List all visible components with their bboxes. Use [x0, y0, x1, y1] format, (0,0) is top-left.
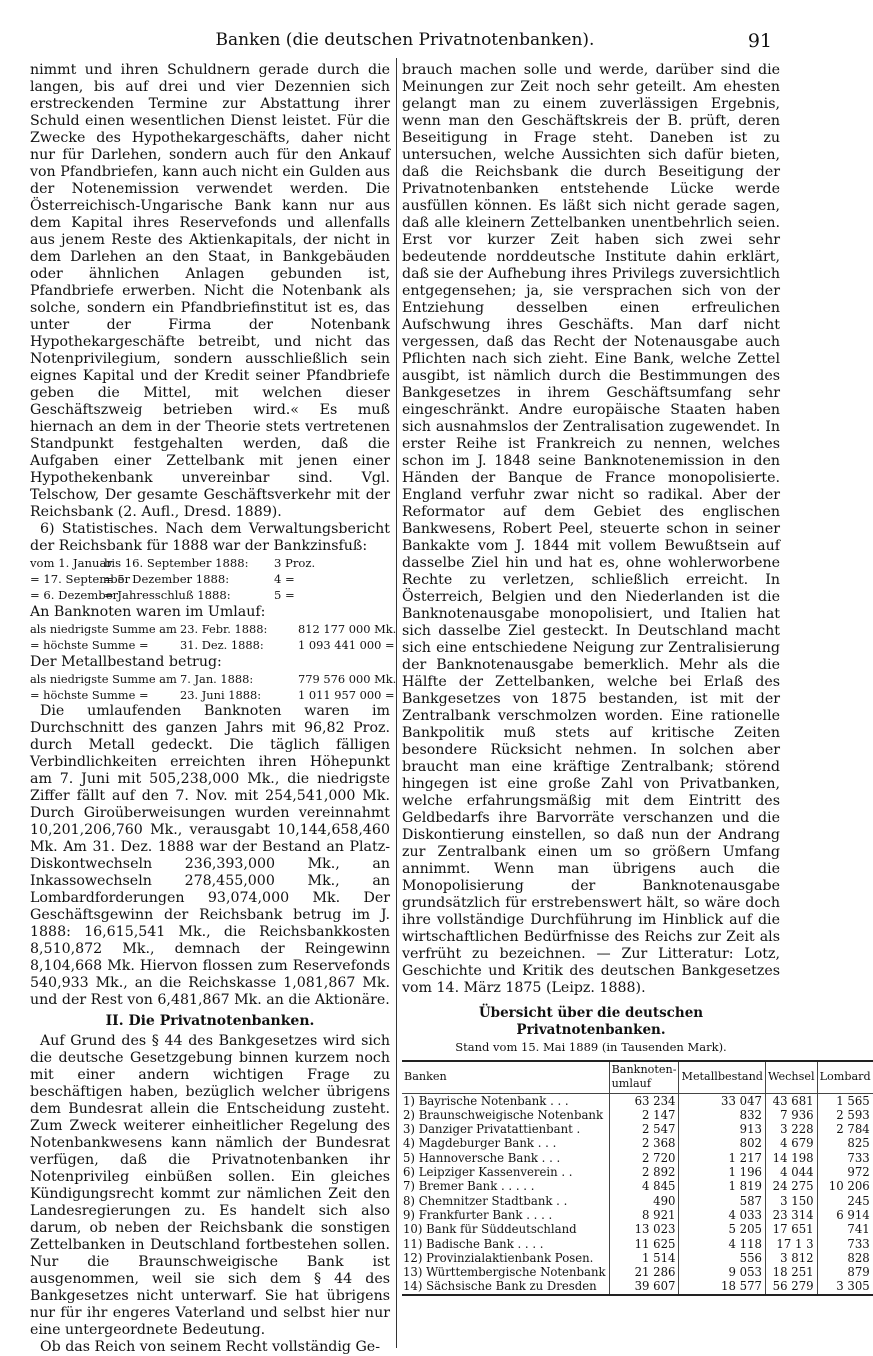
table-row: [402, 1251, 873, 1265]
table-row: [402, 1194, 873, 1208]
table-row: [402, 1222, 873, 1236]
amount-value: 779 576 000 Mk.: [298, 672, 397, 686]
col-header-bills: Wechsel: [765, 1061, 817, 1093]
metal-cell: 4 033: [679, 1208, 765, 1222]
lombard-cell: 3 305: [817, 1279, 873, 1294]
right-column: [402, 62, 871, 1348]
metal-cell: 1 217: [679, 1151, 765, 1165]
table-row: [402, 1265, 873, 1279]
col-header-banks: Banken: [402, 1061, 609, 1093]
lombard-cell: 879: [817, 1265, 873, 1279]
notes-cell: 8 921: [609, 1208, 679, 1222]
banknotes-heading: An Banknoten waren im Umlauf:: [30, 604, 266, 620]
bank-name-cell: 13) Württembergische Notenbank: [403, 1265, 606, 1280]
rate-from: = 6. Dezember: [30, 588, 119, 602]
bills-cell: 3 150: [765, 1194, 817, 1208]
columns: [30, 62, 871, 1355]
table-row: [402, 1151, 873, 1165]
lombard-cell: 733: [817, 1237, 873, 1251]
col-header-notes: Banknoten-umlauf: [609, 1061, 679, 1093]
bills-cell: 18 251: [765, 1265, 817, 1279]
table-row: [402, 1136, 873, 1150]
notes-cell: 21 286: [609, 1265, 679, 1279]
bank-name-cell: 14) Sächsische Bank zu Dresden: [403, 1279, 597, 1294]
lombard-cell: 972: [817, 1165, 873, 1179]
bank-name-cell: 7) Bremer Bank . . . . .: [403, 1179, 535, 1194]
bank-name-cell: 6) Leipziger Kassenverein . .: [403, 1165, 573, 1180]
notes-cell: 63 234: [609, 1093, 679, 1108]
metal-heading: Der Metallbestand betrug:: [30, 654, 222, 670]
table-row: [402, 1237, 873, 1251]
body-paragraph: brauch machen solle und werde, darüber sind die Meinungen zur Zeit noch sehr geteilt. Am ehesten gelangt man zu einem zuverlässigen Ergebnis, wenn man den Geschäftskreis der B. prüft, deren Beseitigung in Frage steht. Daneben ist zu untersuchen, welche Aussichten sich dafür bieten, daß die Reichsbank die durch Beseitigung der Privatnotenbanken entstehende Lücke werde ausfüllen können. Es läßt sich nicht gerade sagen, daß alle kleinern Zettelbanken unentbehrlich seien. Erst vor kurzer Zeit haben sich zwei sehr bedeutende norddeutsche Institute dahin erklärt, daß sie der Aufhebung ihres Privilegs zuversichtlich entgegensehen; ja, sie versprachen sich von der Entziehung desselben einen erfreulichen Aufschwung ihres Geschäfts. Man darf nicht vergessen, daß das Recht der Notenausgabe auch Pflichten nach sich zieht. Eine Bank, welche Zettel ausgibt, ist nämlich durch die Bestimmungen des Bankgesetzes in ihrem Geschäftsumfang sehr eingeschränkt. Andre europäische Staaten haben sich ausnahmslos der Zentralisation zugewendet. In erster Reihe ist Frankreich zu nennen, welches schon im J. 1848 seine Banknotenemission in den Händen der Banque de France monopolisierte. England verfuhr zwar nicht so radikal. Aber der Reformator auf dem Gebiet des englischen Bankwesens, Robert Peel, steuerte schon in seiner Bankakte vom J. 1844 mit vollem Bewußtsein auf dasselbe Ziel hin und hat es, ohne wohlerworbene Rechte zu verletzen, schließlich erreicht. In Österreich, Belgien und den Niederlanden ist die Banknotenausgabe monopolisiert, und Italien hat sich dasselbe Ziel gesteckt. In Deutschland macht sich eine entschiedene Neigung zur Zentralisierung der Banknotenausgabe bemerklich. Mehr als die Hälfte der Zettelbanken, welche bei Erlaß des Bankgesetzes von 1875 bestanden, ist mit der Zentralbank verschmolzen worden. Eine rationelle Bankpolitik muß stets auf kritische Zeiten besondere Rücksicht nehmen. In solchen aber braucht man eine kräftige Zentralbank; störend hingegen ist eine große Zahl von Privatbanken, welche erfahrungsmäßig mit dem Eintritt des Geldbedarfs ihre Barvorräte verschanzen und die Diskontierung einstellen, so daß nun der Andrang zur Zentralbank einen um so größern Umfang annimmt. Wenn man übrigens auch die Monopolisierung der Banknotenausgabe grundsätzlich für erstrebenswert hält, so wäre doch ihre vollständige Durchführung im Hinblick auf die wirtschaftlichen Bedürfnisse des Reichs zur Zeit als verfrüht zu bezeichnen. — Zur Litteratur: Lotz, Geschichte und Kritik des deutschen Bankgesetzes vom 14. März 1875 (Leipz. 1888).: [402, 62, 780, 996]
amount-date: 31. Dez. 1888:: [180, 638, 264, 652]
metal-cell: 1 819: [679, 1179, 765, 1193]
section-title: II. Die Privatnotenbanken.: [105, 1013, 315, 1029]
metal-cell: 832: [679, 1108, 765, 1122]
metal-cell: 18 577: [679, 1279, 765, 1294]
amount-line: [30, 671, 397, 687]
metal-cell: 587: [679, 1194, 765, 1208]
notes-cell: 2 547: [609, 1122, 679, 1136]
table-row: [402, 1279, 873, 1294]
bills-cell: 17 651: [765, 1222, 817, 1236]
rate-line: [30, 571, 390, 587]
bank-name-cell: 9) Frankfurter Bank . . . .: [403, 1207, 553, 1222]
bills-cell: 43 681: [765, 1093, 817, 1108]
amount-label: als niedrigste Summe am: [30, 622, 177, 636]
table-row: [402, 1179, 873, 1193]
bills-cell: 3 228: [765, 1122, 817, 1136]
bills-cell: 56 279: [765, 1279, 817, 1294]
bank-name-cell: 10) Bank für Süddeutschland: [403, 1222, 577, 1237]
amount-value: 1 093 441 000 =: [298, 638, 395, 652]
notes-cell: 1 514: [609, 1251, 679, 1265]
table-row: [402, 1165, 873, 1179]
notes-cell: 2 368: [609, 1136, 679, 1150]
banks-table: [402, 1060, 873, 1296]
col-header-lombard: Lombard: [817, 1061, 873, 1093]
left-column: [30, 62, 397, 1355]
metal-cell: 4 118: [679, 1237, 765, 1251]
amount-line: [30, 687, 395, 703]
bills-cell: 17 1 3: [765, 1237, 817, 1251]
amount-line: [30, 637, 395, 653]
metal-cell: 913: [679, 1122, 765, 1136]
bank-name-cell: 1) Bayrische Notenbank . . .: [403, 1093, 569, 1108]
bank-name-cell: 8) Chemnitzer Stadtbank . .: [403, 1193, 568, 1208]
notes-cell: 13 023: [609, 1222, 679, 1236]
running-title: Banken (die deutschen Privatnotenbanken).: [215, 30, 595, 50]
rate-from: vom 1. Januar: [30, 556, 112, 570]
rate-until: bis 16. September 1888:: [104, 556, 249, 570]
lombard-cell: 733: [817, 1151, 873, 1165]
amount-value: 812 177 000 Mk.: [298, 622, 397, 636]
lombard-cell: 2 593: [817, 1108, 873, 1122]
body-paragraph: Auf Grund des § 44 des Bankgesetzes wird sich die deutsche Gesetzgebung binnen kurzem noch mit einer andern wichtigen Frage zu beschäftigen haben, bezüglich welcher übrigens dem Bundesrat allein die Entscheidung zusteht. Zum Zweck weiterer einheitlicher Regelung des Notenbankwesens kann nämlich der Bundesrat verfügen, daß die Privatnotenbanken ihr Notenprivileg einbüßen sollen. Ein gleiches Kündigungsrecht kommt zur nämlichen Zeit den Landesregierungen zu. Es handelt sich also darum, ob neben der Reichsbank die sonstigen Zettelbanken in Deutschland fortbestehen sollen. Nur die Braunschweigische Bank ist ausgenommen, weil sie sich dem § 44 des Bankgesetzes nicht unterwarf. Sie hat übrigens nur für ihr engeres Vaterland und selbst hier nur eine untergeordnete Bedeutung.: [30, 1033, 390, 1338]
bank-name-cell: 2) Braunschweigische Notenbank: [403, 1107, 604, 1122]
bills-cell: 24 275: [765, 1179, 817, 1193]
bills-cell: 23 314: [765, 1208, 817, 1222]
bills-cell: 4 044: [765, 1165, 817, 1179]
amount-label: = höchste Summe =: [30, 688, 149, 702]
notes-cell: 4 845: [609, 1179, 679, 1193]
notes-cell: 11 625: [609, 1237, 679, 1251]
table-header-row: [402, 1061, 873, 1093]
lombard-cell: 1 565: [817, 1093, 873, 1108]
bank-name-cell: 5) Hannoversche Bank . . .: [403, 1150, 561, 1165]
interest-rate-list: [30, 555, 390, 603]
rate-line: [30, 587, 390, 603]
lombard-cell: 828: [817, 1251, 873, 1265]
notes-cell: 2 147: [609, 1108, 679, 1122]
lombard-cell: 741: [817, 1222, 873, 1236]
bank-name-cell: 4) Magdeburger Bank . . .: [403, 1136, 557, 1151]
statistics-intro: 6) Statistisches. Nach dem Verwaltungsbericht der Reichsbank für 1888 war der Bankzinsfuß:: [30, 521, 390, 554]
rate-value: 3 Proz.: [274, 556, 316, 570]
lombard-cell: 245: [817, 1194, 873, 1208]
lombard-cell: 6 914: [817, 1208, 873, 1222]
bills-cell: 14 198: [765, 1151, 817, 1165]
bills-cell: 7 936: [765, 1108, 817, 1122]
table-row: [402, 1108, 873, 1122]
page-number: 91: [747, 30, 772, 52]
rate-line: [30, 555, 390, 571]
lombard-cell: 10 206: [817, 1179, 873, 1193]
notes-cell: 39 607: [609, 1279, 679, 1294]
metal-cell: 5 205: [679, 1222, 765, 1236]
bank-name-cell: 12) Provinzialaktienbank Posen.: [403, 1250, 594, 1265]
metal-cell: 1 196: [679, 1165, 765, 1179]
notes-cell: 490: [609, 1194, 679, 1208]
amount-date: 23. Febr. 1888:: [180, 622, 268, 636]
amount-label: = höchste Summe =: [30, 638, 149, 652]
amount-date: 23. Juni 1888:: [180, 688, 262, 702]
body-paragraph: Die umlaufenden Banknoten waren im Durchschnitt des ganzen Jahrs mit 96,82 Proz. durch Metall gedeckt. Die täglich fälligen Verbindlichkeiten erreichten ihren Höhepunkt am 7. Juni mit 505,238,000 Mk., die niedrigste Ziffer fällt auf den 7. Nov. mit 254,541,000 Mk. Durch Giroüberweisungen wurden vereinnahmt 10,201,206,760 Mk., verausgabt 10,144,658,460 Mk. Am 31. Dez. 1888 war der Bestand an Platz-Diskontwechseln 236,393,000 Mk., an Inkassowechseln 278,455,000 Mk., an Lombardforderungen 93,074,000 Mk. Der Geschäftsgewinn der Reichsbank betrug im J. 1888: 16,615,541 Mk., die Reichsbankkosten 8,510,872 Mk., demnach der Reingewinn 8,104,668 Mk. Hiervon flossen zum Reservefonds 540,933 Mk., an die Reichskasse 1,081,867 Mk. und der Rest von 6,481,867 Mk. an die Aktionäre.: [30, 703, 390, 1008]
amount-value: 1 011 957 000 =: [298, 688, 395, 702]
rate-from: = 17. September: [30, 572, 131, 586]
lombard-cell: 2 784: [817, 1122, 873, 1136]
bank-name-cell: 3) Danziger Privatattienbant .: [403, 1122, 581, 1137]
rate-value: 5 =: [274, 588, 295, 602]
metal-cell: 556: [679, 1251, 765, 1265]
table-row: [402, 1208, 873, 1222]
amount-line: [30, 621, 397, 637]
table-body: [402, 1093, 873, 1295]
rate-value: 4 =: [274, 572, 295, 586]
rate-until: = 5. Dezember 1888:: [104, 572, 230, 586]
body-paragraph: Ob das Reich von seinem Recht vollständig Ge-: [40, 1339, 380, 1355]
running-header: [30, 30, 780, 54]
bills-cell: 4 679: [765, 1136, 817, 1150]
notes-cell: 2 892: [609, 1165, 679, 1179]
bills-cell: 3 812: [765, 1251, 817, 1265]
notes-cell: 2 720: [609, 1151, 679, 1165]
bank-name-cell: 11) Badische Bank . . . .: [403, 1236, 544, 1251]
rate-until: = Jahresschluß 1888:: [104, 588, 231, 602]
lombard-cell: 825: [817, 1136, 873, 1150]
table-row: [402, 1093, 873, 1108]
amount-label: als niedrigste Summe am: [30, 672, 177, 686]
metal-cell: 802: [679, 1136, 765, 1150]
metal-cell: 9 053: [679, 1265, 765, 1279]
table-subtitle: Stand vom 15. Mai 1889 (in Tausenden Mark).: [455, 1040, 727, 1054]
table-title: Übersicht über die deutschen Privatnotenbanken.: [478, 1005, 704, 1038]
amount-date: 7. Jan. 1888:: [180, 672, 254, 686]
col-header-metal: Metallbestand: [679, 1061, 765, 1093]
table-row: [402, 1122, 873, 1136]
body-paragraph: nimmt und ihren Schuldnern gerade durch die langen, bis auf drei und vier Dezennien sich erstreckenden Termine zur Abstattung ihrer Schuld einen wesentlichen Dienst leistet. Für die Zwecke des Hypothekargeschäfts, daher nicht nur für Darlehen, sondern auch für den Ankauf von Pfandbriefen, kann auch nicht ein Gulden aus der Notenemission verwendet werden. Die Österreichisch-Ungarische Bank kann nur aus dem Kapital ihres Reservefonds und allenfalls aus jenem Reste des Aktienkapitals, der nicht in dem Darlehen an den Staat, in Bankgebäuden oder ähnlichen Anlagen gebunden ist, Pfandbriefe erwerben. Nicht die Notenbank als solche, sondern ein Pfandbriefinstitut ist es, das unter der Firma der Notenbank Hypothekargeschäfte betreibt, und nicht das Notenprivilegium, sondern ausschließlich sein eignes Kapital und der Kredit seiner Pfandbriefe geben die Mittel, mit welchen dieser Geschäftszweig betrieben wird.« Es muß hiernach an dem in der Theorie stets vertretenen Standpunkt festgehalten werden, daß die Aufgaben einer Zettelbank mit jenen einer Hypothekenbank unvereinbar sind. Vgl. Telschow, Der gesamte Geschäftsverkehr mit der Reichsbank (2. Aufl., Dresd. 1889).: [30, 62, 390, 520]
metal-cell: 33 047: [679, 1093, 765, 1108]
